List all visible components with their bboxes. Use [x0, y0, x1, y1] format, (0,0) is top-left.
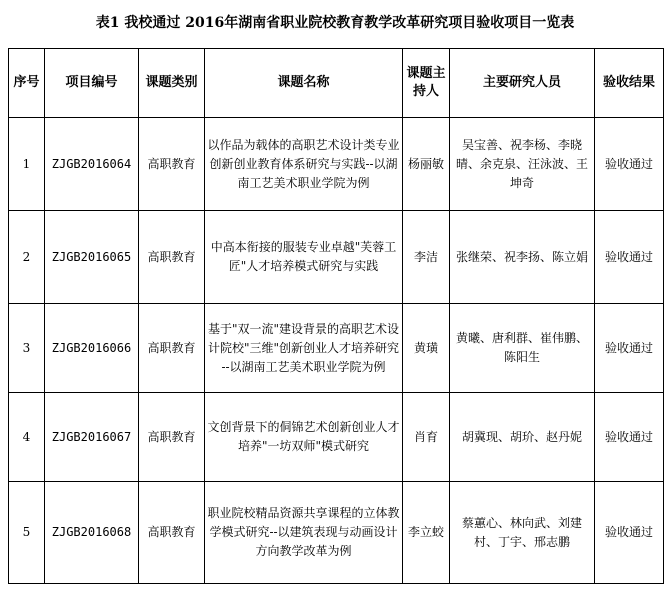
cell-code: ZJGB2016066 [45, 304, 139, 393]
table-row [9, 304, 664, 393]
cell-members: 张继荣、祝李扬、陈立娟 [450, 211, 595, 304]
table-row [9, 118, 664, 211]
header-result: 验收结果 [595, 49, 664, 118]
cell-result: 验收通过 [595, 393, 664, 482]
cell-code: ZJGB2016064 [45, 118, 139, 211]
cell-code: ZJGB2016065 [45, 211, 139, 304]
cell-name: 中高本衔接的服装专业卓越"芙蓉工匠"人才培养模式研究与实践 [205, 211, 403, 304]
cell-result: 验收通过 [595, 118, 664, 211]
cell-code: ZJGB2016068 [45, 482, 139, 584]
cell-result: 验收通过 [595, 304, 664, 393]
cell-host: 肖育 [403, 393, 450, 482]
cell-no: 1 [9, 118, 45, 211]
header-no: 序号 [9, 49, 45, 118]
table-row [9, 211, 664, 304]
cell-no: 2 [9, 211, 45, 304]
cell-name: 职业院校精品资源共享课程的立体教学模式研究--以建筑表现与动画设计方向教学改革为例 [205, 482, 403, 584]
cell-members: 胡冀现、胡玠、赵丹妮 [450, 393, 595, 482]
header-name: 课题名称 [205, 49, 403, 118]
table-row [9, 393, 664, 482]
cell-category: 高职教育 [139, 393, 205, 482]
cell-name: 文创背景下的侗锦艺术创新创业人才培养"一坊双师"模式研究 [205, 393, 403, 482]
cell-members: 吴宝善、祝李杨、李晓晴、余克泉、汪泳波、王坤奇 [450, 118, 595, 211]
table-header-row [9, 49, 664, 118]
cell-code: ZJGB2016067 [45, 393, 139, 482]
cell-host: 李洁 [403, 211, 450, 304]
cell-result: 验收通过 [595, 482, 664, 584]
cell-name: 以作品为载体的高职艺术设计类专业创新创业教育体系研究与实践--以湖南工艺美术职业学院为例 [205, 118, 403, 211]
cell-category: 高职教育 [139, 482, 205, 584]
header-code: 项目编号 [45, 49, 139, 118]
cell-no: 5 [9, 482, 45, 584]
cell-host: 杨丽敏 [403, 118, 450, 211]
cell-members: 黄曦、唐利群、崔伟鹏、陈阳生 [450, 304, 595, 393]
header-host: 课题主持人 [403, 49, 450, 118]
cell-name: 基于"双一流"建设背景的高职艺术设计院校"三维"创新创业人才培养研究 --以湖南工艺美术职业学院为例 [205, 304, 403, 393]
header-members: 主要研究人员 [450, 49, 595, 118]
cell-category: 高职教育 [139, 118, 205, 211]
cell-category: 高职教育 [139, 304, 205, 393]
cell-host: 李立蛟 [403, 482, 450, 584]
cell-host: 黄璜 [403, 304, 450, 393]
cell-members: 蔡蕙心、林向武、刘建村、丁宇、邢志鹏 [450, 482, 595, 584]
table-row [9, 482, 664, 584]
cell-result: 验收通过 [595, 211, 664, 304]
document-title: 表1 我校通过 2016年湖南省职业院校教育教学改革研究项目验收项目一览表 [95, 15, 575, 31]
project-table [8, 48, 664, 584]
cell-category: 高职教育 [139, 211, 205, 304]
cell-no: 4 [9, 393, 45, 482]
header-category: 课题类别 [139, 49, 205, 118]
cell-no: 3 [9, 304, 45, 393]
